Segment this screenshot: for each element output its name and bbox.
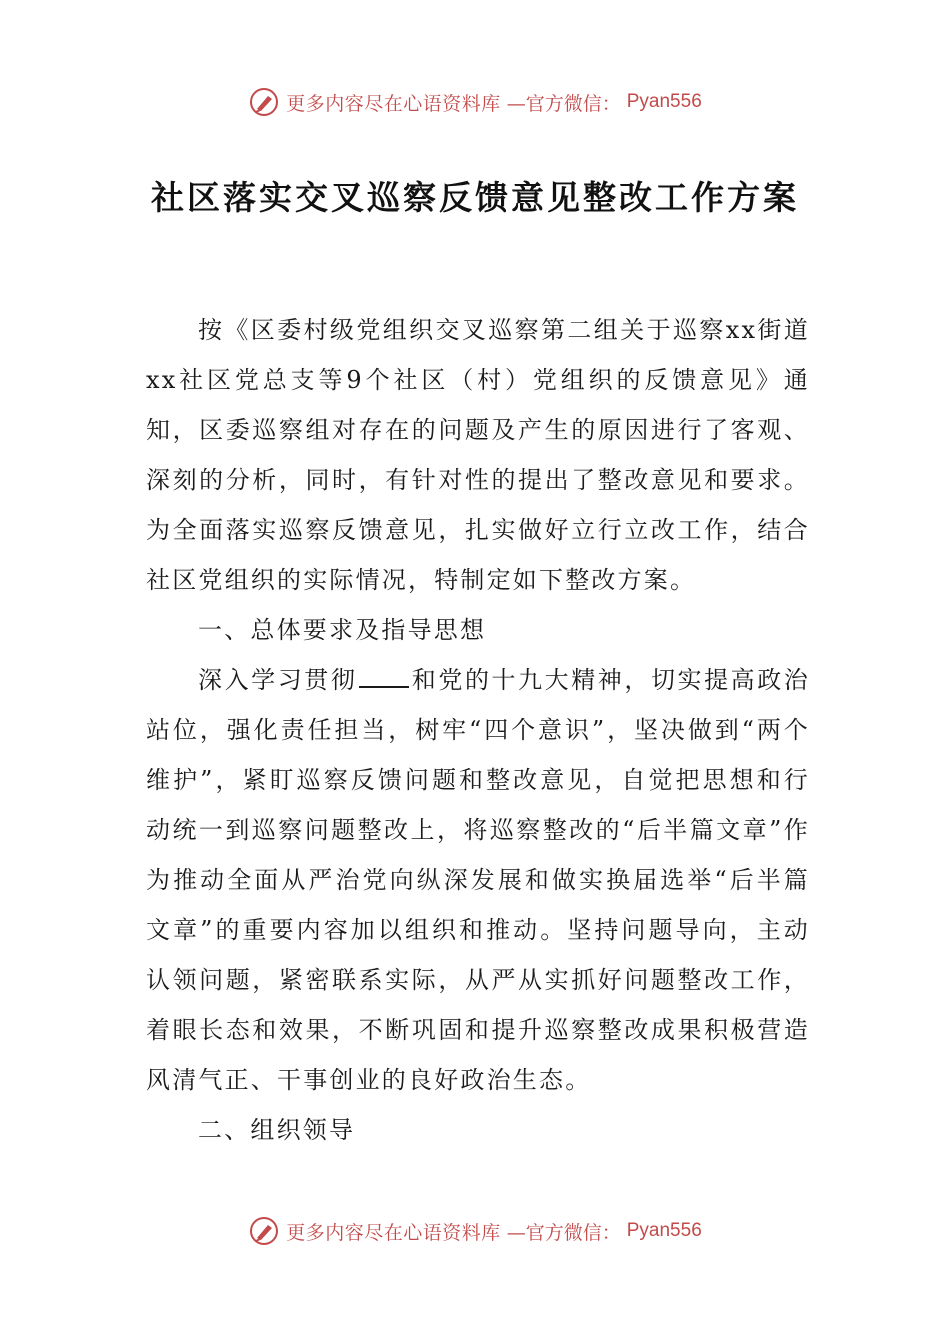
paragraph-text-after-blank: 和党的十九大精神，切实提高政治站位，强化责任担当，树牢“四个意识”，坚决做到“两个维护”，紧盯巡察反馈问题和整改意见，自觉把思想和行动统一到巡察问题整改上，将巡察整改的“后半篇文章”作为推动全面从严治党向纵深发展和做实换届选举“后半篇文章”的重要内容加以组织和推动。坚持问题导向，主动认领问题，紧密联系实际，从严从实抓好问题整改工作，着眼长态和效果，不断巩固和提升巡察整改成果积极营造风清气正、干事创业的良好政治生态。 [146, 666, 811, 1094]
watermark-text: 更多内容尽在心语资料库 [286, 1221, 501, 1244]
paragraph-text-before-blank: 深入学习贯彻 [198, 666, 358, 694]
guiding-thought-paragraph [146, 655, 810, 1105]
section-heading-2: 二、组织领导 [198, 1116, 356, 1144]
pen-logo-icon [248, 86, 280, 118]
watermark-text: 更多内容尽在心语资料库 [286, 92, 501, 115]
watermark-id: Pyan556 [626, 1220, 702, 1241]
header-watermark [0, 82, 950, 122]
watermark-separator: —官方微信： [506, 92, 621, 115]
document-body [146, 305, 810, 1155]
section-heading-1: 一、总体要求及指导思想 [198, 616, 487, 644]
pen-logo-icon [248, 1215, 280, 1247]
document-title: 社区落实交叉巡察反馈意见整改工作方案 [151, 178, 799, 217]
intro-paragraph: 按《区委村级党组织交叉巡察第二组关于巡察xx街道xx社区党总支等9个社区（村）党组织的反馈意见》通知，区委巡察组对存在的问题及产生的原因进行了客观、深刻的分析，同时，有针对性的提出了整改意见和要求。为全面落实巡察反馈意见，扎实做好立行立改工作，结合社区党组织的实际情况，特制定如下整改方案。 [146, 316, 810, 594]
watermark-separator: —官方微信： [506, 1221, 621, 1244]
fill-in-blank [359, 664, 409, 688]
watermark-id: Pyan556 [626, 91, 702, 112]
footer-watermark [0, 1211, 950, 1251]
